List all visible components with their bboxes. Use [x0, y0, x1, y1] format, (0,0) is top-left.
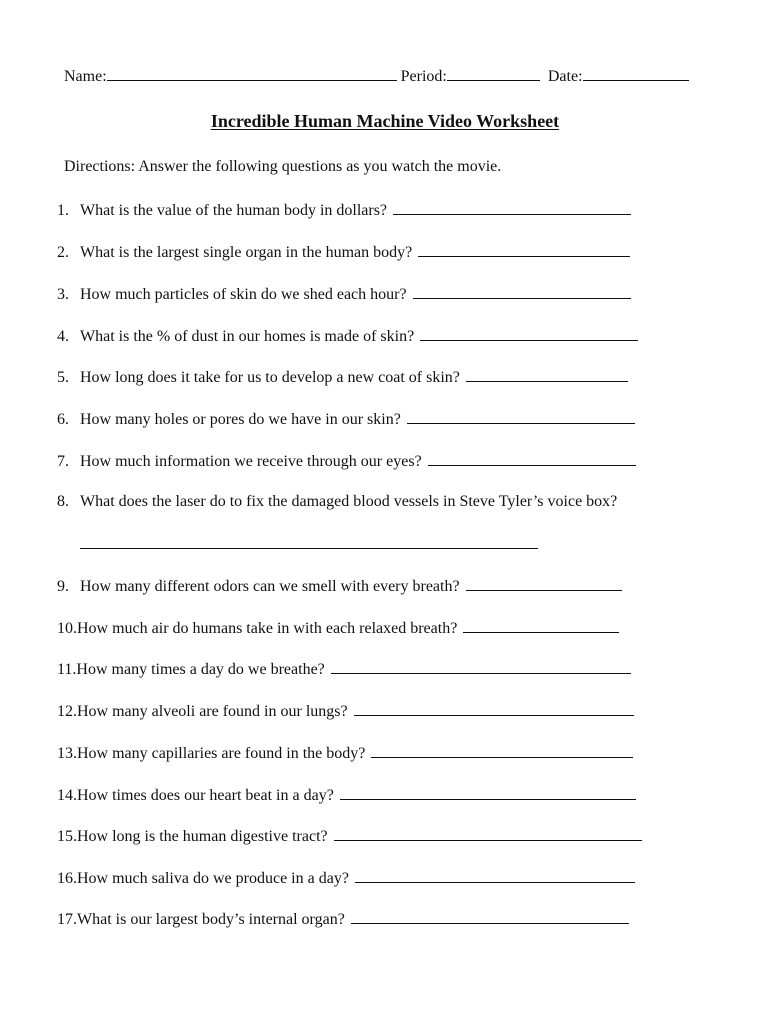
name-label: Name: — [64, 68, 107, 85]
answer-field[interactable] — [355, 868, 635, 883]
period-label: Period: — [400, 68, 447, 85]
question-number: 10. — [57, 620, 77, 637]
question-text: How many capillaries are found in the body? — [77, 745, 366, 762]
page-title: Incredible Human Machine Video Worksheet — [210, 111, 560, 131]
question-text: How much information we receive through our eyes? — [80, 453, 422, 470]
question-item — [57, 326, 638, 346]
question-number: 5. — [57, 369, 69, 386]
question-text: What is the value of the human body in dollars? — [80, 202, 388, 219]
answer-field[interactable] — [418, 242, 630, 257]
question-number: 14. — [57, 787, 77, 804]
answer-field[interactable] — [393, 200, 631, 215]
question-item — [57, 451, 636, 471]
question-number: 11. — [57, 661, 77, 678]
question-number: 1. — [57, 202, 69, 219]
question-item — [57, 868, 635, 888]
question-text: How long is the human digestive tract? — [77, 828, 328, 845]
question-text: What is our largest body’s internal organ? — [77, 911, 345, 928]
date-label: Date: — [547, 68, 583, 85]
period-field[interactable] — [447, 66, 540, 81]
answer-field[interactable] — [340, 785, 636, 800]
answer-field[interactable] — [371, 743, 633, 758]
question-number: 12. — [57, 703, 77, 720]
answer-field[interactable] — [466, 576, 622, 591]
question-item — [57, 701, 634, 721]
question-number: 13. — [57, 745, 77, 762]
question-number: 16. — [57, 870, 77, 887]
question-item — [57, 618, 619, 638]
question-number: 7. — [57, 453, 69, 470]
question-text: How many times a day do we breathe? — [76, 661, 325, 678]
question-number: 4. — [57, 328, 69, 345]
question-text: How long does it take for us to develop a new coat of skin? — [80, 369, 460, 386]
date-field[interactable] — [583, 66, 689, 81]
answer-field[interactable] — [420, 326, 638, 341]
question-item — [57, 659, 631, 679]
question-number: 17. — [57, 911, 77, 928]
question-item — [57, 367, 628, 387]
question-item — [57, 576, 622, 596]
answer-field[interactable] — [413, 284, 631, 299]
question-item — [57, 493, 623, 511]
question-item — [57, 909, 629, 929]
question-text: What is the largest single organ in the human body? — [80, 244, 413, 261]
question-number: 3. — [57, 286, 69, 303]
answer-field[interactable] — [463, 618, 619, 633]
question-number: 9. — [57, 578, 69, 595]
question-item — [57, 409, 635, 429]
question-item — [57, 284, 631, 304]
question-text: How times does our heart beat in a day? — [77, 787, 334, 804]
question-number: 2. — [57, 244, 69, 261]
question-item — [57, 826, 642, 846]
question-text: How much saliva do we produce in a day? — [77, 870, 349, 887]
answer-field[interactable] — [428, 451, 636, 466]
answer-field[interactable] — [354, 701, 634, 716]
directions-text: Directions: Answer the following questions as you watch the movie. — [64, 158, 502, 175]
answer-field[interactable] — [351, 909, 629, 924]
question-text: How many holes or pores do we have in our skin? — [80, 411, 401, 428]
name-field[interactable] — [107, 66, 397, 81]
question-item — [57, 743, 633, 763]
question-text: How many alveoli are found in our lungs? — [77, 703, 348, 720]
question-text: How much particles of skin do we shed each hour? — [80, 286, 407, 303]
question-text: What does the laser do to fix the damaged blood vessels in Steve Tyler’s voice box? — [80, 493, 618, 510]
question-number: 6. — [57, 411, 69, 428]
question-number: 8. — [57, 493, 69, 510]
answer-field[interactable] — [466, 367, 628, 382]
answer-field[interactable] — [80, 548, 538, 549]
question-item — [57, 785, 636, 805]
answer-field[interactable] — [334, 826, 642, 841]
question-text: How much air do humans take in with each relaxed breath? — [77, 620, 458, 637]
answer-field[interactable] — [407, 409, 635, 424]
question-text: What is the % of dust in our homes is made of skin? — [80, 328, 415, 345]
answer-field[interactable] — [331, 659, 631, 674]
question-item — [57, 242, 630, 262]
question-text: How many different odors can we smell with every breath? — [80, 578, 460, 595]
question-number: 15. — [57, 828, 77, 845]
question-item — [57, 200, 631, 220]
header-fields — [64, 66, 689, 86]
